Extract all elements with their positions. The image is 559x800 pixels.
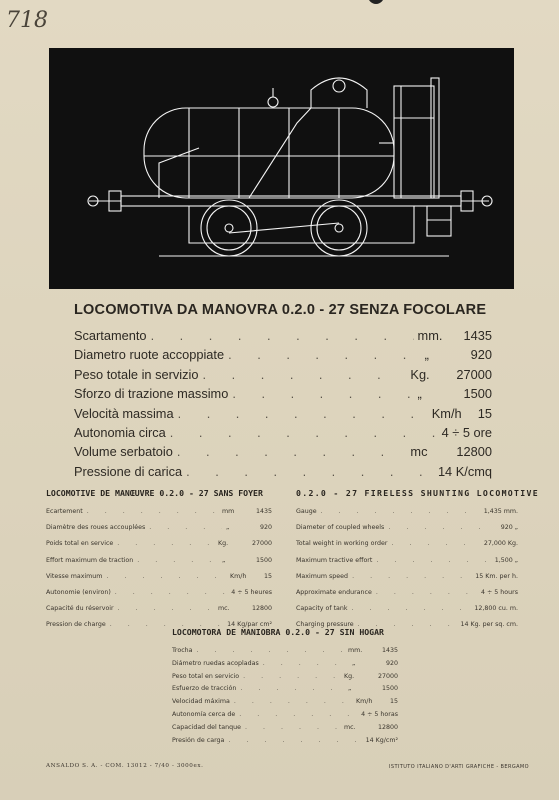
spec-unit: mm. [417,328,443,343]
spec-unit: mm. [347,647,363,654]
spec-label: Pression de charge [46,621,106,629]
spec-unit: mc. [343,723,356,731]
spec-row [296,605,518,621]
spec-row [172,724,398,737]
spec-value: 27000 [456,366,492,382]
spanish-spec-list [172,647,398,749]
spec-label: Capacidad del tanque [172,723,241,731]
spec-label: Vitesse maximum [46,572,103,580]
spec-row [172,698,398,711]
french-spec-list [46,508,272,638]
spec-value: 12800 [456,444,492,460]
handwritten-page-number: 718 [6,8,48,33]
french-title: LOCOMOTIVE DE MANŒUVRE 0.2.0 - 27 SANS FOYER [46,488,263,498]
spec-row [74,406,492,425]
spec-value: 12,800 cu. m. [474,605,518,613]
spec-unit: Kg. [217,540,229,548]
spec-unit: Km/h [229,572,247,580]
spec-unit: „ [351,659,356,667]
spec-label: Velocità massima [74,405,174,421]
spec-label: Charging pressure [296,621,354,629]
spec-value: 920 [259,524,272,532]
spec-value: 4 ÷ 5 hours [481,588,518,596]
spec-label: Diameter of coupled wheels [296,524,385,532]
english-title: 0.2.0 - 27 FIRELESS SHUNTING LOCOMOTIVE [296,488,539,498]
spanish-title: LOCOMOTORA DE MANIOBRA 0.2.0 - 27 SIN HOGAR [172,627,384,637]
spec-value: 15 [263,572,272,580]
spec-label: Maximum speed [296,572,349,580]
spec-row [172,647,398,660]
spec-label: Total weight in working order [296,540,388,548]
spec-row [74,347,492,366]
footer-publisher: ANSALDO S. A. - COM. 13012 - 7/40 - 3000ex. [46,763,204,769]
spec-row [74,444,492,463]
spec-label: Peso totale in servizio [74,366,199,382]
spec-label: Sforzo di trazione massimo [74,386,229,402]
spec-value: 27000 [377,672,398,680]
spec-row [172,660,398,673]
spec-value: 1500 [381,685,398,693]
spec-value: 1435 [255,508,272,515]
spec-value: 1,500 „ [494,556,518,564]
spec-label: Autonomia circa [74,424,166,440]
spec-value: 4 ÷ 5 horas [361,710,398,718]
spec-value: 12800 [251,605,272,613]
spec-row [46,540,272,556]
spec-unit: Km/h [431,405,462,421]
spec-label: Effort maximum de traction [46,556,134,564]
spec-unit: „ [347,685,352,693]
spec-unit: mm [221,508,235,515]
spec-value: 1500 [255,556,272,564]
spec-row [46,557,272,573]
spec-label: Diametro ruote accoppiate [74,347,225,363]
spec-row [172,673,398,686]
spec-row [296,524,518,540]
spec-label: Esfuerzo de tracción [172,685,237,693]
spec-label: Velocidad máxima [172,698,230,706]
spec-row [296,557,518,573]
spec-value: 15 [389,698,398,706]
spec-unit: Kg. [343,672,355,680]
spec-label: Poids total en service [46,540,114,548]
english-spec-list [296,508,518,638]
spec-value: 1500 [463,386,492,402]
spec-row [74,367,492,386]
spec-label: Trocha [172,647,193,654]
spec-label: Pressione di carica [74,463,183,479]
spec-row [172,685,398,698]
spec-row [46,605,272,621]
spec-value: 14 Kg/par cm² [227,621,272,629]
spec-value: 12800 [377,723,398,731]
spec-value: 14 K/cmq [437,463,492,479]
spec-value: 920 „ [500,524,518,532]
spec-row [74,464,492,483]
spec-label: Autonomie (environ) [46,588,111,596]
spec-value: 14 Kg/cm² [365,736,398,744]
spec-value: 1435 [463,328,492,343]
spec-row [74,425,492,444]
spec-unit: „ [221,556,226,564]
spec-label: Capacité du réservoir [46,605,114,613]
spec-label: Capacity of tank [296,605,348,613]
spec-value: 27,000 Kg. [483,540,518,548]
locomotive-drawing [49,48,514,289]
spec-label: Scartamento [74,328,147,343]
spec-label: Diamètre des roues accouplées [46,524,146,532]
spec-row [172,711,398,724]
spec-value: 15 [477,405,492,421]
spec-label: Peso total en servicio [172,672,240,680]
spec-value: 4 ÷ 5 ore [441,424,492,440]
spec-value: 27000 [251,540,272,548]
spec-unit: „ [424,347,429,363]
spec-label: Approximate endurance [296,588,372,596]
spec-row [296,573,518,589]
main-spec-list [74,328,492,483]
spec-row [296,508,518,524]
spec-row [296,589,518,605]
spec-unit: mc [410,444,428,460]
spec-row [74,328,492,347]
spec-label: Volume serbatoio [74,444,173,460]
spec-row [172,737,398,750]
spec-label: Diámetro ruedas acopladas [172,659,259,667]
spec-row [74,386,492,405]
spec-value: 1435 [381,647,398,654]
main-title: LOCOMOTIVA DA MANOVRA 0.2.0 - 27 SENZA FOCOLARE [74,302,487,318]
footer-printer: ISTITUTO ITALIANO D'ARTI GRAFICHE - BERGAMO [389,764,529,770]
spec-row [46,524,272,540]
spec-unit: „ [225,524,230,532]
spec-unit: Km/h [355,698,373,706]
spec-label: Presión de carga [172,736,225,744]
spec-unit: Kg. [410,366,430,382]
spec-unit: mc. [217,605,230,613]
locomotive-blueprint-graphic [49,48,514,289]
spec-row [46,589,272,605]
spec-value: 15 Km. per h. [475,572,518,580]
spec-row [46,573,272,589]
spec-label: Autonomía cerca de [172,710,236,718]
spec-row [296,540,518,556]
punch-hole [368,0,384,4]
spec-value: 920 [470,347,492,363]
spec-value: 920 [385,659,398,667]
spec-unit: „ [417,386,422,402]
spec-label: Ecartement [46,508,83,515]
spec-row [46,508,272,524]
spec-value: 14 Kg. per sq. cm. [460,621,518,629]
spec-value: 1,435 mm. [483,508,518,515]
spec-value: 4 ÷ 5 heures [231,588,272,596]
spec-label: Maximum tractive effort [296,556,373,564]
spec-label: Gauge [296,508,317,515]
